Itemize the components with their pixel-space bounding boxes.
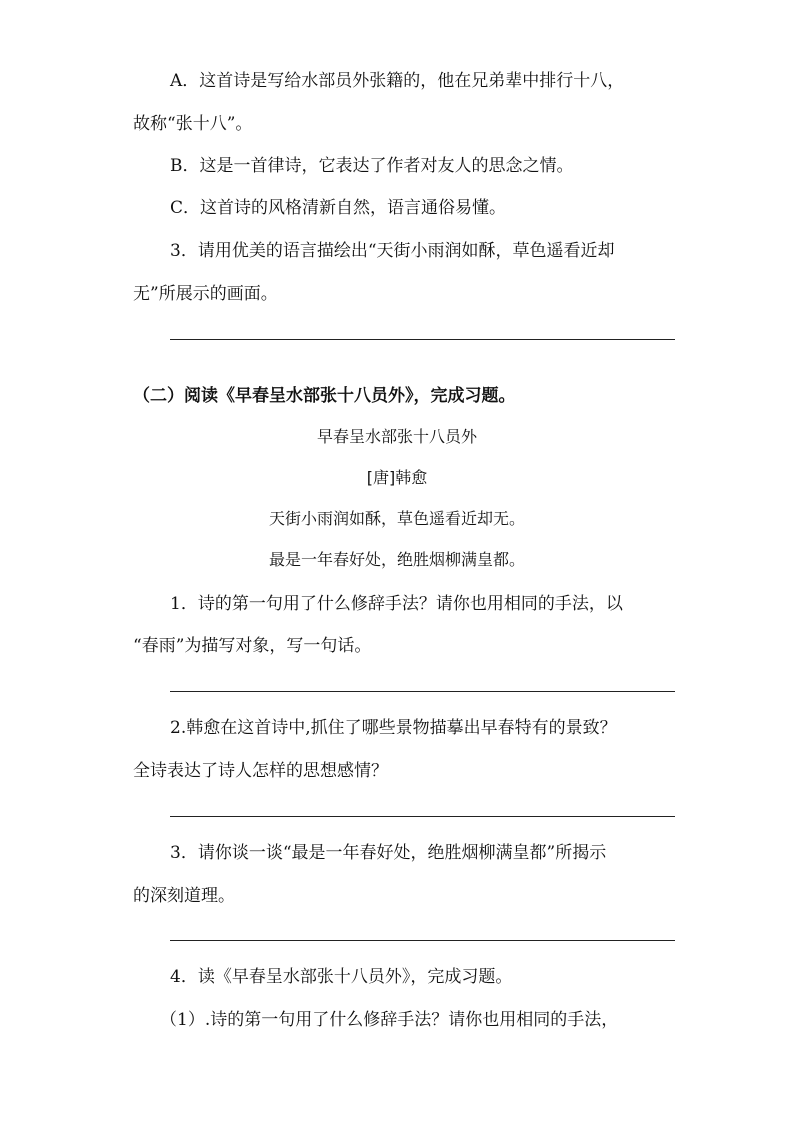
question-1-line-2: “春雨”为描写对象，写一句话。 <box>133 636 372 656</box>
question-3-line-1: 3．请你谈一谈“最是一年春好处，绝胜烟柳满皇都”所揭示 <box>170 843 607 863</box>
answer-blank-line <box>170 691 675 692</box>
question-3-line-2: 的深刻道理。 <box>133 886 235 906</box>
section-heading: （二）阅读《早春呈水部张十八员外》，完成习题。 <box>133 386 516 406</box>
answer-blank-line <box>170 339 675 340</box>
question-3-line-1: 3．请用优美的语言描绘出“天街小雨润如酥，草色遥看近却 <box>170 241 615 261</box>
option-a-line-2: 故称“张十八”。 <box>133 114 253 134</box>
poem-line-2: 最是一年春好处，绝胜烟柳满皇都。 <box>268 550 525 569</box>
question-3-line-2: 无”所展示的画面。 <box>133 284 278 304</box>
poem-title: 早春呈水部张十八员外 <box>316 427 477 446</box>
poem-author: [唐]韩愈 <box>366 468 428 487</box>
question-2-line-2: 全诗表达了诗人怎样的思想感情？ <box>133 761 388 781</box>
option-a-line-1: A．这首诗是写给水部员外张籍的，他在兄弟辈中排行十八， <box>170 71 625 91</box>
question-4-sub-1: （1）.诗的第一句用了什么修辞手法？请你也用相同的手法， <box>160 1010 619 1030</box>
answer-blank-line <box>170 940 675 941</box>
question-4: 4．读《早春呈水部张十八员外》，完成习题。 <box>170 967 513 987</box>
option-b: B．这是一首律诗，它表达了作者对友人的思念之情。 <box>170 156 574 176</box>
option-c: C．这首诗的风格清新自然，语言通俗易懂。 <box>170 198 507 218</box>
answer-blank-line <box>170 816 675 817</box>
question-2-line-1: 2.韩愈在这首诗中,抓住了哪些景物描摹出早春特有的景致？ <box>170 718 617 738</box>
question-1-line-1: 1．诗的第一句用了什么修辞手法？请你也用相同的手法，以 <box>170 594 623 614</box>
poem-line-1: 天街小雨润如酥，草色遥看近却无。 <box>268 509 525 528</box>
